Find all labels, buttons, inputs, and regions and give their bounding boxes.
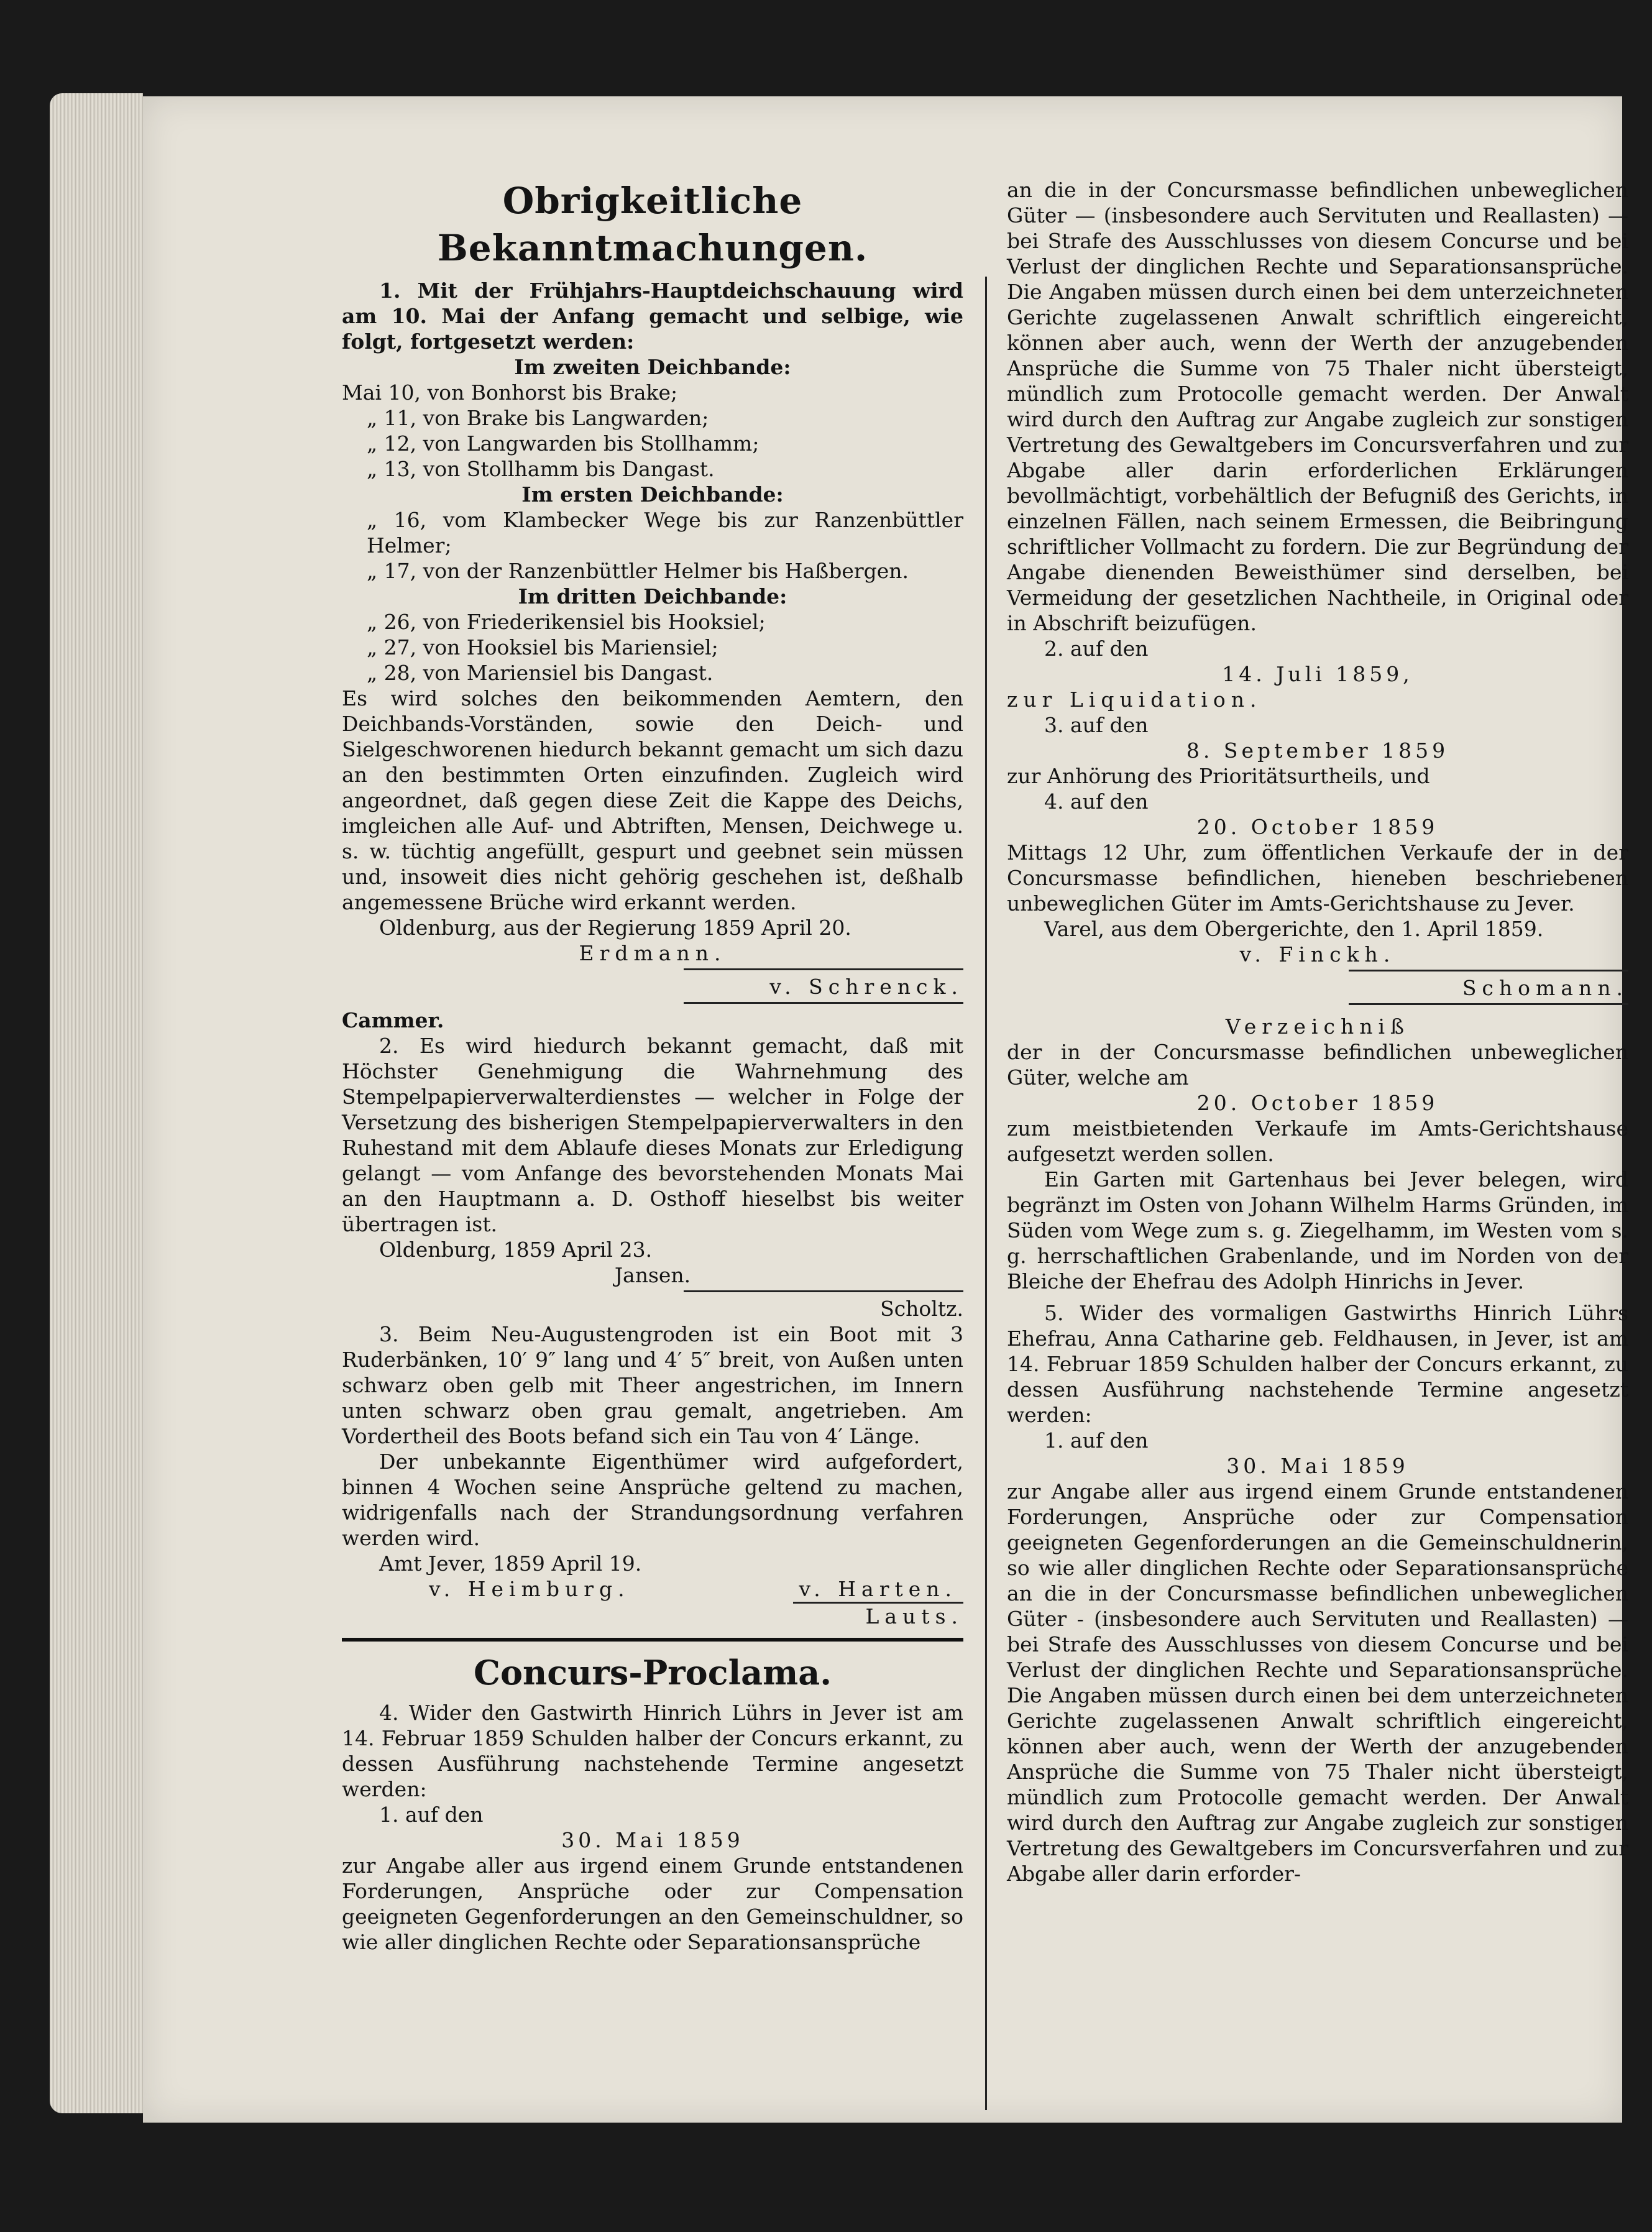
book-page-edges	[50, 93, 143, 2113]
section-rule	[342, 1638, 963, 1642]
notice-4-date: 14. Juli 1859,	[1222, 662, 1413, 686]
left-column	[342, 177, 963, 1955]
inventory-date: 20. October 1859	[1196, 1091, 1439, 1115]
notice-4-signature: v. Finckh.	[1239, 942, 1396, 967]
notice-2-body: 2. Es wird hiedurch bekannt gemacht, daß mit Höchster Genehmigung die Wahrnehmung des Stempelpapierverwalterdienstes — welcher in Folge der Versetzung des bisherigen Stempelpapierverwalters in den Ruhestand mit dem Ablaufe dieses Monats zur Erledigung gelangt — vom Anfange des bevorstehenden Monats Mai an den Hauptmann a. D. Osthoff hieselbst bis weiter übertragen ist.	[342, 1034, 963, 1236]
band3-item: „ 26, von Friederikensiel bis Hooksiel;	[367, 610, 766, 634]
notice-1-signature: Erdmann.	[579, 941, 727, 965]
signature-rule	[1349, 970, 1628, 971]
band3-item: „ 27, von Hooksiel bis Mariensiel;	[367, 635, 718, 659]
notice-1-signature: v. Schrenck.	[769, 975, 963, 999]
signature-rule	[684, 968, 963, 970]
band1-item: „ 16, vom Klambecker Wege bis zur Ranzenbüttler Helmer;	[367, 508, 963, 558]
notice-1-intro: 1. Mit der Frühjahrs-Hauptdeichschauung wird am 10. Mai der Anfang gemacht und selbige, wie folgt, fortgesetzt werden:	[342, 278, 963, 354]
notice-3-signature: v. Heimburg.	[429, 1577, 630, 1601]
inventory-title: Verzeichniß	[1225, 1014, 1410, 1039]
notice-4-body: 4. Wider den Gastwirth Hinrich Lührs in Jever ist am 14. Februar 1859 Schulden halber der Concurs erkannt, zu dessen Ausführung nachstehende Termine angesetzt werden:	[342, 1701, 963, 1801]
band3-title: Im dritten Deichbande:	[518, 584, 787, 609]
notice-2-signature: Jansen.	[614, 1263, 691, 1287]
band2-title: Im zweiten Deichbande:	[514, 355, 791, 379]
notice-4-tail: zur Angabe aller aus irgend einem Grunde entstandenen Forderungen, Ansprüche oder zur Compensation geeigneten Gegenforderungen an den Gemeinschuldner, so wie aller dinglichen Rechte oder Separationsansprüche	[342, 1853, 963, 1954]
notice-5-body: 5. Wider des vormaligen Gastwirths Hinrich Lührs Ehefrau, Anna Catharine geb. Feldhausen, in Jever, ist am 14. Februar 1859 Schulden halber der Concurs erkannt, zu dessen Ausführung nachstehende Termine angesetzt werden:	[1007, 1301, 1628, 1427]
inventory-tail: zum meistbietenden Verkaufe im Amts-Gerichtshause aufgesetzt werden sollen.	[1007, 1116, 1628, 1166]
notice-4-term: 2. auf den	[1044, 636, 1149, 661]
inventory-body: der in der Concursmasse befindlichen unbeweglichen Güter, welche am	[1007, 1040, 1628, 1090]
band2-item: „ 11, von Brake bis Langwarden;	[367, 406, 709, 430]
notice-4-term: 3. auf den	[1044, 713, 1149, 737]
notice-3-signature: v. Harten.	[793, 1576, 963, 1604]
section-title-concurs: Concurs-Proclama.	[473, 1653, 832, 1692]
notice-3-body: Der unbekannte Eigenthümer wird aufgefordert, binnen 4 Wochen seine Ansprüche geltend zu machen, widrigenfalls nach der Strandungsordnung verfahren werden wird.	[342, 1449, 963, 1550]
notice-3-place-date: Amt Jever, 1859 April 19.	[379, 1551, 642, 1576]
band1-item: „ 17, von der Ranzenbüttler Helmer bis Haßbergen.	[367, 559, 909, 583]
notice-3-signature: Lauts.	[865, 1604, 963, 1628]
inventory-garden: Ein Garten mit Gartenhaus bei Jever belegen, wird begränzt im Osten von Johann Wilhelm Harms Gründen, im Süden vom Wege zum s. g. Ziegelhamm, im Westen vom s. g. herrschaftlichen Grabenlande, und im Norden von der Bleiche der Ehefrau des Adolph Hinrichs in Jever.	[1007, 1167, 1628, 1293]
notice-2-place-date: Oldenburg, 1859 April 23.	[379, 1238, 653, 1262]
section-title-official-notices: Obrigkeitliche Bekanntmachungen.	[437, 180, 868, 269]
notice-2-signature: Scholtz.	[880, 1297, 963, 1321]
cammer-label: Cammer.	[342, 1008, 444, 1032]
notice-4-date: 30. Mai 1859	[561, 1828, 744, 1852]
band2-item: „ 13, von Stollhamm bis Dangast.	[367, 457, 715, 481]
notice-4-term: 4. auf den	[1044, 789, 1149, 814]
notice-4-place-date: Varel, aus dem Obergerichte, den 1. April 1859.	[1044, 917, 1544, 941]
right-column	[1007, 177, 1628, 1886]
signature-rule	[684, 1290, 963, 1292]
notice-5-term: 1. auf den	[1044, 1428, 1149, 1453]
notice-4-purpose: zur Anhörung des Prioritätsurtheils, und	[1007, 764, 1430, 788]
notice-3-signatures	[342, 1576, 963, 1604]
band1-title: Im ersten Deichbande:	[521, 482, 784, 507]
column-divider	[985, 277, 987, 2110]
signature-rule	[1349, 1003, 1628, 1005]
notice-4-purpose: zur Liquidation.	[1007, 687, 1262, 712]
notice-4-date: 8. September 1859	[1186, 738, 1449, 763]
band2-item: Mai 10, von Bonhorst bis Brake;	[342, 380, 678, 405]
document-page	[143, 96, 1628, 2123]
band2-item: „ 12, von Langwarden bis Stollhamm;	[367, 431, 759, 456]
notice-1-body: Es wird solches den beikommenden Aemtern, den Deichbands-Vorständen, sowie den Deich- und Sielgeschworenen hiedurch bekannt gemacht um sich dazu an den bestimmten Orten einzufinden. Zugleich wird angeordnet, daß gegen diese Zeit die Kappe des Deichs, imgleichen alle Auf- und Abtriften, Mensen, Deichwege u. s. w. tüchtig angefüllt, gespurt und geebnet sein müssen und, insoweit dies nicht gehörig geschehen ist, deßhalb angemessene Brüche wird erkannt werden.	[342, 686, 963, 914]
notice-5-tail: zur Angabe aller aus irgend einem Grunde entstandenen Forderungen, Ansprüche oder zur Compensation geeigneten Gegenforderungen an die Gemeinschuldnerin, so wie aller dinglichen Rechte oder Separationsansprüche an die in der Concursmasse befindlichen unbeweglichen Güter - (insbesondere auch Servituten und Reallasten) — bei Strafe des Ausschlusses von diesem Concurse und bei Verlust der dinglichen Rechte und Separationsansprüche. Die Angaben müssen durch einen bei dem unterzeichneten Gerichte zugelassenen Anwalt schriftlich eingereicht, können aber auch, wenn der Werth der anzugebenden Ansprüche die Summe von 75 Thaler nicht übersteigt, mündlich zum Protocolle gemacht werden. Der Anwalt wird durch den Auftrag zur Angabe zugleich zur sonstigen Vertretung des Gewaltgebers im Concursverfahren und zur Abgabe aller darin erforder-	[1007, 1479, 1628, 1886]
notice-4-term: 1. auf den	[379, 1803, 484, 1827]
signature-rule	[684, 1002, 963, 1004]
notice-4-continuation: an die in der Concursmasse befindlichen unbeweglichen Güter — (insbesondere auch Servituten und Reallasten) — bei Strafe des Ausschlusses von diesem Concurse und bei Verlust der dinglichen Rechte und Separationsansprüche. Die Angaben müssen durch einen bei dem unterzeichneten Gerichte zugelassenen Anwalt schriftlich eingereicht, können aber auch, wenn der Werth der anzugebenden Ansprüche die Summe von 75 Thaler nicht übersteigt, mündlich zum Protocolle gemacht werden. Der Anwalt wird durch den Auftrag zur Angabe zugleich zur sonstigen Vertretung des Gewaltgebers im Concursverfahren und zur Abgabe aller darin erforderlichen Erklärungen bevollmächtigt, vorbehältlich der Befugniß des Gerichts, in einzelnen Fällen, nach seinem Ermessen, die Beibringung schriftlicher Vollmacht zu fordern. Die zur Begründung der Angabe dienenden Beweisthümer sind derselben, bei Vermeidung der gesetzlichen Nachtheile, in Original oder in Abschrift beizufügen.	[1007, 178, 1628, 635]
notice-4-date: 20. October 1859	[1196, 815, 1439, 839]
notice-4-signature: Schomann.	[1462, 976, 1628, 1000]
notice-3-body: 3. Beim Neu-Augustengroden ist ein Boot mit 3 Ruderbänken, 10′ 9″ lang und 4′ 5″ breit, von Außen unten schwarz oben gelb mit Theer angestrichen, im Innern unten schwarz oben grau gemalt, angetrieben. Am Vordertheil des Boots befand sich ein Tau von 4′ Länge.	[342, 1322, 963, 1448]
notice-4-sale: Mittags 12 Uhr, zum öffentlichen Verkaufe der in der Concursmasse befindlichen, hieneben beschriebenen unbeweglichen Güter im Amts-Gerichtshause zu Jever.	[1007, 840, 1628, 916]
notice-5-date: 30. Mai 1859	[1226, 1454, 1409, 1478]
notice-1-place-date: Oldenburg, aus der Regierung 1859 April 20.	[379, 916, 851, 940]
band3-item: „ 28, von Mariensiel bis Dangast.	[367, 661, 714, 685]
